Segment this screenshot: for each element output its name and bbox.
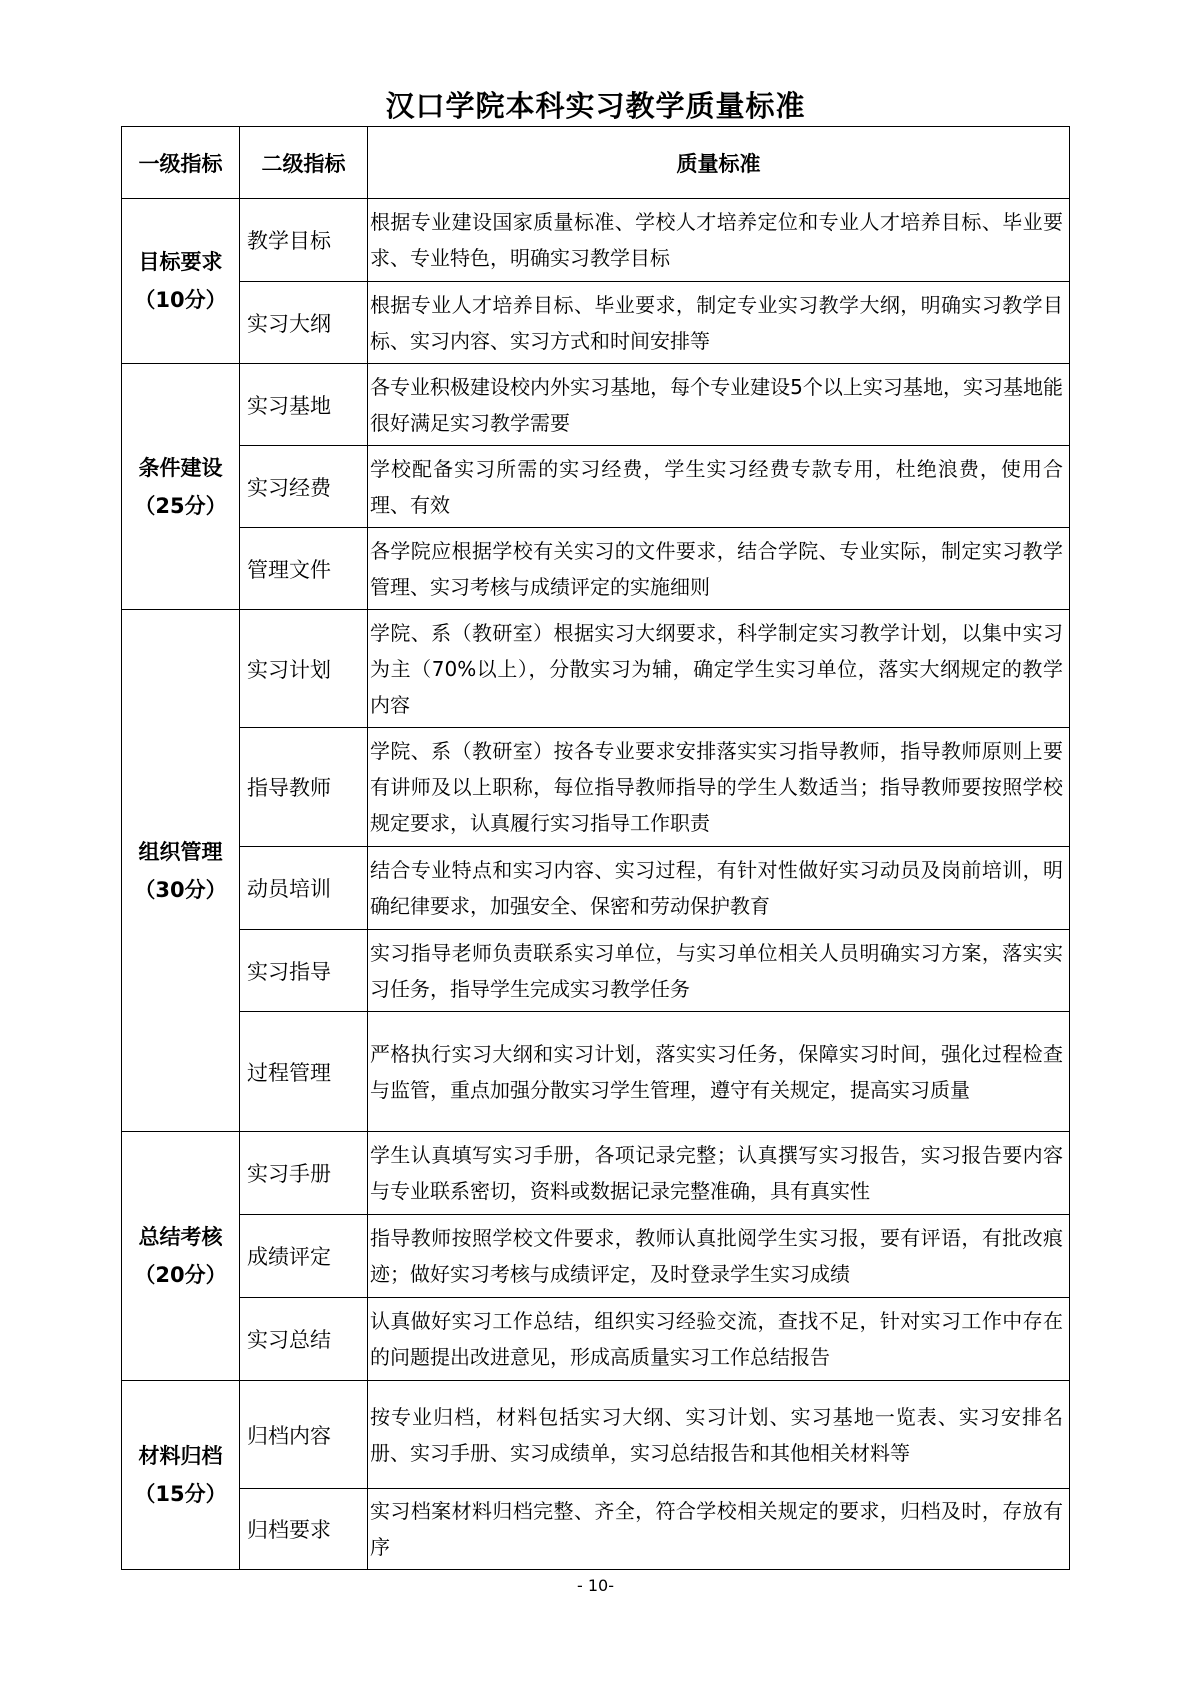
header-level2: 二级指标 [240, 127, 368, 199]
level2-cell: 实习计划 [240, 610, 368, 728]
table-row [122, 847, 1070, 930]
standard-cell: 实习指导老师负责联系实习单位，与实习单位相关人员明确实习方案，落实实习任务，指导学生完成实习教学任务 [368, 930, 1070, 1012]
quality-standard-table [121, 126, 1070, 1570]
standard-cell: 学院、系（教研室）根据实习大纲要求，科学制定实习教学计划，以集中实习为主（70%以上），分散实习为辅，确定学生实习单位，落实大纲规定的教学内容 [368, 610, 1070, 728]
level2-cell: 实习总结 [240, 1298, 368, 1381]
level1-score: （15分） [134, 1482, 227, 1506]
level1-name: 组织管理 [138, 839, 223, 864]
level1-cell [122, 1381, 240, 1570]
header-standard: 质量标准 [368, 127, 1070, 199]
level2-cell: 管理文件 [240, 528, 368, 610]
standard-cell: 认真做好实习工作总结，组织实习经验交流，查找不足，针对实习工作中存在的问题提出改进意见，形成高质量实习工作总结报告 [368, 1298, 1070, 1381]
table-header-row [122, 127, 1070, 199]
level2-cell: 指导教师 [240, 728, 368, 847]
table-row [122, 364, 1070, 446]
level1-score: （30分） [134, 877, 227, 902]
standard-cell: 指导教师按照学校文件要求，教师认真批阅学生实习报，要有评语，有批改痕迹；做好实习考核与成绩评定，及时登录学生实习成绩 [368, 1215, 1070, 1298]
level2-cell: 成绩评定 [240, 1215, 368, 1298]
standard-cell: 学院、系（教研室）按各专业要求安排落实实习指导教师，指导教师原则上要有讲师及以上职称，每位指导教师指导的学生人数适当；指导教师要按照学校规定要求，认真履行实习指导工作职责 [368, 728, 1070, 847]
standard-cell: 各学院应根据学校有关实习的文件要求，结合学院、专业实际，制定实习教学管理、实习考核与成绩评定的实施细则 [368, 528, 1070, 610]
page-title: 汉口学院本科实习教学质量标准 [385, 89, 806, 123]
level1-name: 目标要求 [138, 250, 223, 274]
table-row [122, 1381, 1070, 1489]
level1-score: （10分） [134, 288, 227, 312]
level2-cell: 过程管理 [240, 1012, 368, 1132]
level1-name: 条件建设 [138, 455, 223, 480]
level1-score: （25分） [134, 493, 227, 518]
table-row [122, 728, 1070, 847]
table-row [122, 1132, 1070, 1215]
level2-cell: 实习手册 [240, 1132, 368, 1215]
level2-cell: 动员培训 [240, 847, 368, 930]
level2-cell: 归档要求 [240, 1489, 368, 1570]
standard-cell: 根据专业人才培养目标、毕业要求，制定专业实习教学大纲，明确实习教学目标、实习内容、实习方式和时间安排等 [368, 282, 1070, 364]
standard-cell: 结合专业特点和实习内容、实习过程，有针对性做好实习动员及岗前培训，明确纪律要求，加强安全、保密和劳动保护教育 [368, 847, 1070, 930]
level1-cell [122, 199, 240, 364]
level1-cell [122, 610, 240, 1132]
level1-cell [122, 364, 240, 610]
table-row [122, 528, 1070, 610]
table-row [122, 1215, 1070, 1298]
level2-cell: 归档内容 [240, 1381, 368, 1489]
table-row [122, 446, 1070, 528]
level2-cell: 实习基地 [240, 364, 368, 446]
level2-cell: 实习指导 [240, 930, 368, 1012]
table-row [122, 1489, 1070, 1570]
standard-cell: 严格执行实习大纲和实习计划，落实实习任务，保障实习时间，强化过程检查与监管，重点加强分散实习学生管理，遵守有关规定，提高实习质量 [368, 1012, 1070, 1132]
level2-cell: 实习经费 [240, 446, 368, 528]
table-row [122, 282, 1070, 364]
standard-cell: 学生认真填写实习手册，各项记录完整；认真撰写实习报告，实习报告要内容与专业联系密切，资料或数据记录完整准确，具有真实性 [368, 1132, 1070, 1215]
table-row [122, 930, 1070, 1012]
standard-cell: 实习档案材料归档完整、齐全，符合学校相关规定的要求，归档及时，存放有序 [368, 1489, 1070, 1570]
table-row [122, 610, 1070, 728]
page-number: - 10- [577, 1576, 614, 1595]
level1-name: 总结考核 [138, 1225, 223, 1249]
level1-cell [122, 1132, 240, 1381]
header-level1: 一级指标 [122, 127, 240, 199]
table-row [122, 1012, 1070, 1132]
level2-cell: 教学目标 [240, 199, 368, 282]
standard-cell: 学校配备实习所需的实习经费，学生实习经费专款专用，杜绝浪费，使用合理、有效 [368, 446, 1070, 528]
standard-cell: 按专业归档，材料包括实习大纲、实习计划、实习基地一览表、实习安排名册、实习手册、实习成绩单，实习总结报告和其他相关材料等 [368, 1381, 1070, 1489]
table-row [122, 199, 1070, 282]
level2-cell: 实习大纲 [240, 282, 368, 364]
standard-cell: 根据专业建设国家质量标准、学校人才培养定位和专业人才培养目标、毕业要求、专业特色，明确实习教学目标 [368, 199, 1070, 282]
standard-cell: 各专业积极建设校内外实习基地，每个专业建设5个以上实习基地，实习基地能很好满足实习教学需要 [368, 364, 1070, 446]
level1-name: 材料归档 [138, 1444, 223, 1468]
table-row [122, 1298, 1070, 1381]
level1-score: （20分） [134, 1263, 227, 1287]
